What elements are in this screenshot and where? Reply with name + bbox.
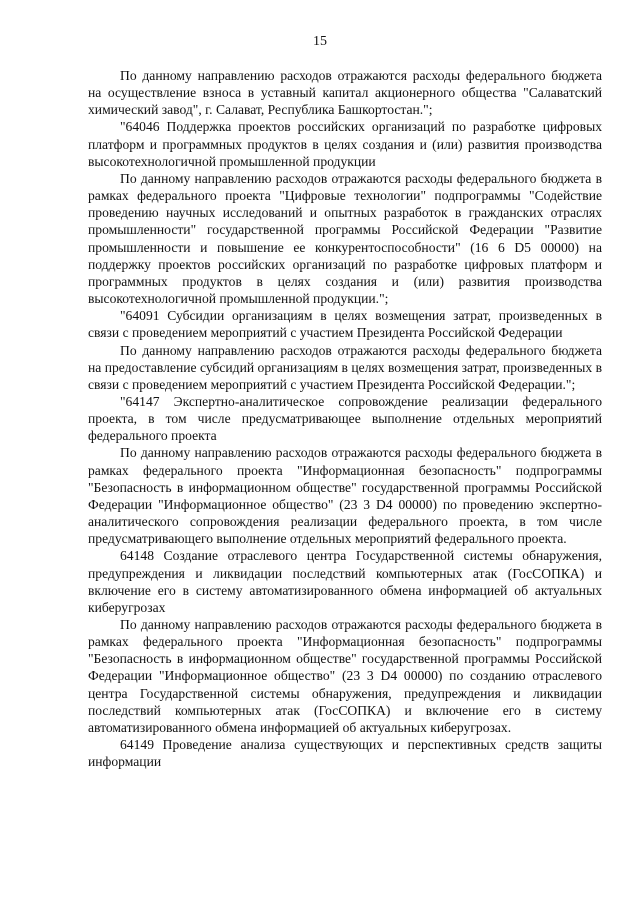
paragraph-salavat-expenses: По данному направлению расходов отражаются расходы федерального бюджета на осуществление взноса в уставный капитал акционерного общества "Салаватский химический завод", г. Салават, Республика Башкортостан."; bbox=[88, 68, 602, 118]
paragraph-code-64091-description: По данному направлению расходов отражаются расходы федерального бюджета на предоставление субсидий организациям в целях возмещения затрат, произведенных в связи с проведением мероприятий с участием Президента Российской Федерации."; bbox=[88, 342, 602, 392]
paragraph-code-64148-description: По данному направлению расходов отражаются расходы федерального бюджета в рамках федерального проекта "Информационная безопасность" подпрограммы "Безопасность в информационном обществе" государственной программы Российской Федерации "Информационное общество" (23 3 D4 00000) по созданию отраслевого центра Государственной системы обнаружения, предупреждения и ликвидации последствий компьютерных атак (ГосСОПКА) и включение его в систему автоматизированного обмена информацией об актуальных киберугрозах. bbox=[88, 617, 602, 735]
paragraph-code-64147-description: По данному направлению расходов отражаются расходы федерального бюджета в рамках федерального проекта "Информационная безопасность" подпрограммы "Безопасность в информационном обществе" государственной программы Российской Федерации "Информационное общество" (23 3 D4 00000) по проведению экспертно-аналитического сопровождения реализации федерального проекта, в том числе предусматривающего выполнение отдельных мероприятий федерального проекта. bbox=[88, 445, 602, 547]
document-body bbox=[88, 67, 602, 770]
paragraph-code-64148-heading: 64148 Создание отраслевого центра Государственной системы обнаружения, предупреждения и ликвидации последствий компьютерных атак (ГосСОПКА) и включение его в систему автоматизированного обмена информацией об актуальных киберугрозах bbox=[88, 548, 602, 615]
paragraph-code-64046-description: По данному направлению расходов отражаются расходы федерального бюджета в рамках федерального проекта "Цифровые технологии" подпрограммы "Содействие проведению научных исследований и опытных разработок в гражданских отраслях промышленности" государственной программы Российской Федерации "Развитие промышленности и повышение ее конкурентоспособности" (16 6 D5 00000) на поддержку проектов российских организаций по разработке цифровых платформ и программных продуктов в целях создания и (или) развития производства высокотехнологичной промышленной продукции."; bbox=[88, 170, 602, 307]
paragraph-code-64147-heading: "64147 Экспертно-аналитическое сопровождение реализации федерального проекта, в том числе предусматривающее выполнение отдельных мероприятий федерального проекта bbox=[88, 393, 602, 444]
paragraph-code-64149-heading: 64149 Проведение анализа существующих и перспективных средств защиты информации bbox=[88, 737, 602, 770]
page-number: 15 bbox=[313, 34, 327, 49]
paragraph-code-64091-heading: "64091 Субсидии организациям в целях возмещения затрат, произведенных в связи с проведением мероприятий с участием Президента Российской Федерации bbox=[88, 308, 602, 341]
paragraph-code-64046-heading: "64046 Поддержка проектов российских организаций по разработке цифровых платформ и программных продуктов в целях создания и (или) развития производства высокотехнологичной промышленной продукции bbox=[88, 119, 602, 169]
